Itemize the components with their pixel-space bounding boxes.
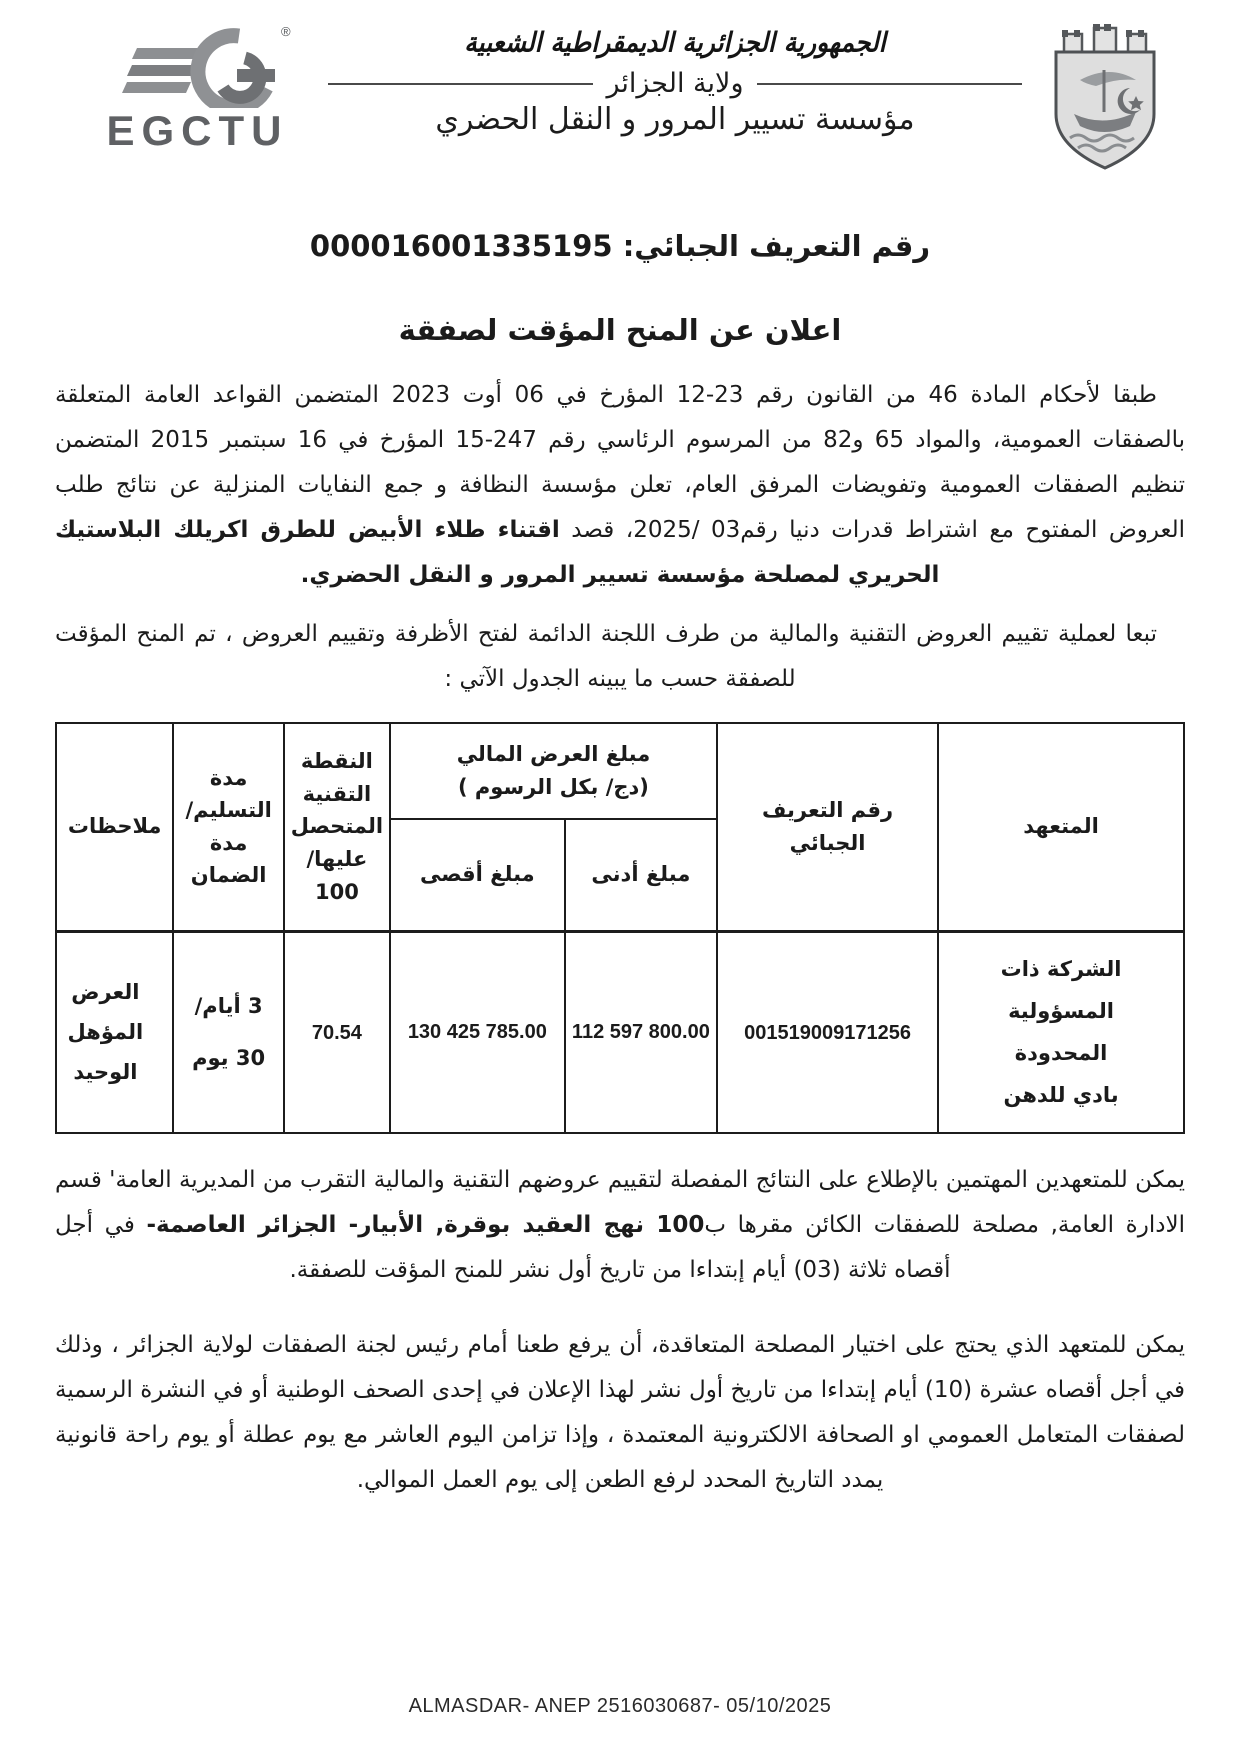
technical-score: 70.54 — [311, 1021, 362, 1044]
consultation-text-before: يمكن للمتعهدين المهتمين بالإطلاع على النتائج المفصلة لتقييم عروضهم التقنية والمالية التقرب من المديرية العامة' قسم الادارة العامة, مصلحة للصفقات الكائن مقرها ب — [55, 1167, 1185, 1238]
egctu-g-logo-icon — [103, 22, 293, 108]
provisional-award-table — [55, 722, 1185, 1134]
procurement-subject-bold: اقتناء طلاء الأبيض للطرق اكريلك البلاستيك الحريري لمصلحة مؤسسة تسيير المرور و النقل الحضري. — [55, 517, 940, 588]
notes-value: العرض المؤهل الوحيد — [67, 980, 144, 1085]
financial-offer-title: مبلغ العرض المالي — [456, 742, 651, 767]
wilaya-name: ولاية الجزائر — [606, 68, 744, 99]
address-bold: 100 نهج العقيد بوقرة, الأبيار- الجزائر العاصمة- — [146, 1212, 705, 1238]
registered-mark: ® — [280, 24, 291, 39]
evaluation-intro-paragraph: تبعا لعملية تقييم العروض التقنية والمالية من طرف اللجنة الدائمة لفتح الأظرفة وتقييم العروض ، تم المنح المؤقت للصفقة حسب ما يبينه الجدول الآتي : — [55, 621, 1157, 692]
appeal-procedure-paragraph: يمكن للمتعهد الذي يحتج على اختيار المصلحة المتعاقدة، أن يرفع طعنا أمام رئيس لجنة الصفقات لولاية الجزائر ، وذلك في أجل أقصاه عشرة (10) أيام إبتداءا من تاريخ أول نشر لهذا الإعلان في إحدى الصحف الوطنية أو في النشرة الرسمية لصفقات المتعامل العمومي او الصحافة الالكترونية المعتمدة ، وإذا تزامن اليوم العاشر مع يوم عطلة أو يوم راحة قانونية يمدد التاريخ المحدد لرفع الطعن إلى يوم العمل الموالي. — [55, 1332, 1185, 1493]
header-divider — [328, 69, 1022, 99]
consultation-text-after: في أجل أقصاه ثلاثة (03) أيام إبتداءا من تاريخ أول نشر للمنح المؤقت للصفقة. — [55, 1212, 951, 1283]
header-center-titles — [310, 22, 1040, 138]
max-amount-cell — [390, 931, 565, 1133]
bidder-name: الشركة ذات المسؤولية المحدودة بادي للدهن — [1000, 957, 1122, 1108]
organization-name: مؤسسة تسيير المرور و النقل الحضري — [435, 101, 915, 137]
document-body — [0, 373, 1240, 1503]
bidder-name-cell — [938, 931, 1184, 1133]
algiers-coat-of-arms-icon — [1044, 22, 1166, 174]
technical-score-cell — [284, 931, 390, 1133]
bidder-tax-id-cell — [717, 931, 938, 1133]
tax-id-value: 000016001335195 — [309, 229, 613, 263]
min-amount: 112 597 800.00 — [571, 1020, 710, 1043]
header-bidder: المتعهد — [938, 723, 1184, 931]
legal-basis-paragraph — [55, 373, 1185, 598]
header-delivery-warranty: مدة التسليم/مدة الضمان — [173, 723, 284, 931]
header-financial-offer — [390, 723, 717, 819]
notes-cell — [56, 931, 173, 1133]
anep-footer: ALMASDAR- ANEP 2516030687- 05/10/2025 — [408, 1695, 832, 1717]
document-header — [0, 0, 1240, 185]
max-amount: 130 425 785.00 — [407, 1020, 547, 1043]
divider-line-right — [757, 83, 1022, 85]
bidder-tax-id: 001519009171256 — [744, 1021, 911, 1044]
header-technical-score: النقطة التقنية المتحصل عليها/ 100 — [284, 723, 390, 931]
egctu-brand-text: EGCTU — [106, 107, 289, 154]
tax-identification-line — [0, 229, 1240, 263]
header-notes: ملاحظات — [56, 723, 173, 931]
divider-line-left — [328, 83, 593, 85]
header-max-amount: مبلغ أقصى — [390, 819, 565, 931]
award-table-row — [56, 931, 1184, 1133]
header-min-amount: مبلغ أدنى — [565, 819, 717, 931]
warranty-duration: 30 يوم — [192, 1046, 266, 1071]
delivery-warranty-cell — [173, 931, 284, 1133]
financial-offer-subtitle: (دج/ بكل الرسوم ) — [458, 775, 649, 799]
tax-id-label: رقم التعريف الجبائي: — [622, 229, 931, 263]
results-consultation-paragraph — [55, 1158, 1185, 1293]
announcement-title: اعلان عن المنح المؤقت لصفقة — [398, 313, 842, 347]
min-amount-cell — [565, 931, 717, 1133]
legal-basis-text: طبقا لأحكام المادة 46 من القانون رقم 23-12 المؤرخ في 06 أوت 2023 المتضمن القواعد العامة المتعلقة بالصفقات العمومية، والمواد 65 و82 من المرسوم الرئاسي رقم 247-15 المؤرخ في 16 سبتمبر 2015 المتضمن تنظيم الصفقات العمومية وتفويضات المرفق العام، تعلن مؤسسة النظافة و جمع النفايات المنزلية عن نتائج طلب العروض المفتوح مع اشتراط قدرات دنيا رقم03 /2025، قصد — [55, 382, 1186, 543]
algiers-coat-of-arms — [1040, 22, 1170, 178]
delivery-duration: 3 أيام/ — [194, 994, 263, 1019]
republic-calligraphy: الجمهورية الجزائرية الديمقراطية الشعبية — [464, 26, 886, 59]
egctu-logo — [85, 22, 310, 152]
header-tax-id: رقم التعريف الجبائي — [717, 723, 938, 931]
